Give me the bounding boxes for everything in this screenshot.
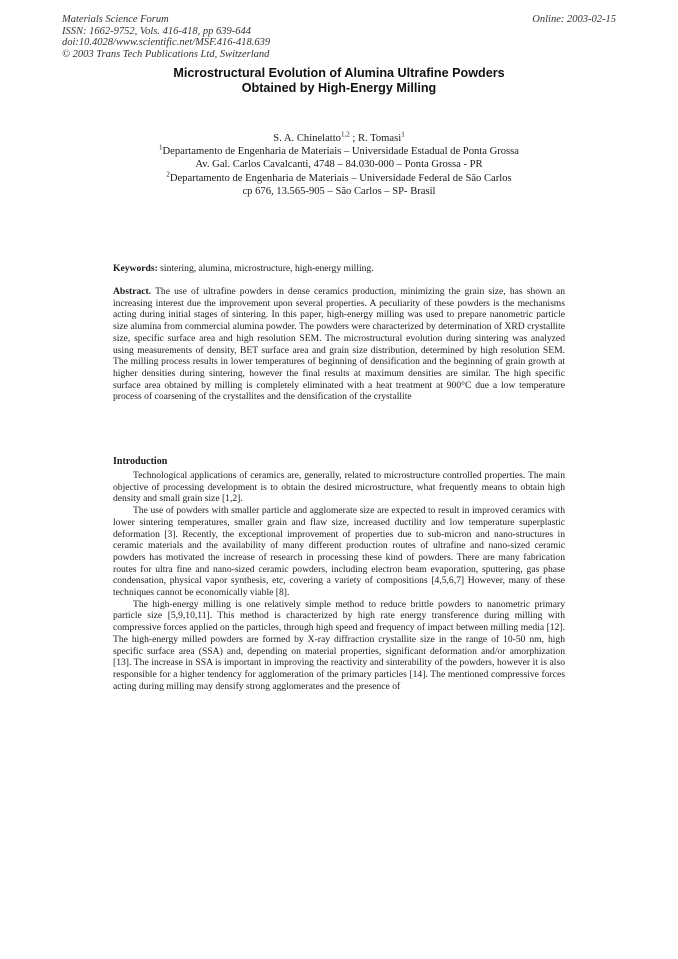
author-line <box>0 132 678 145</box>
online-date: Online: 2003-02-15 <box>532 14 616 25</box>
keywords <box>113 263 565 275</box>
abstract-label: Abstract. <box>113 286 152 297</box>
abstract <box>113 286 565 403</box>
journal-name: Materials Science Forum <box>62 14 169 25</box>
intro-paragraph-1: Technological applications of ceramics are, generally, related to microstructure controlled properties. The main objective of processing development is to obtain the desired microstructure, what frequently means to obtain high density and small grain size [1,2]. <box>113 470 565 505</box>
author-block <box>0 132 678 198</box>
affiliation-2-sup: 2 <box>166 170 170 179</box>
paper-title <box>0 66 678 96</box>
doi-line[interactable]: doi:10.4028/www.scientific.net/MSF.416-418.639 <box>62 37 271 49</box>
affiliation-1 <box>0 145 678 158</box>
affiliation-1-sup: 1 <box>158 143 163 152</box>
intro-paragraph-2: The use of powders with smaller particle and agglomerate size are expected to result in improved ceramics with lower sintering temperatures, smaller grain and flaw size, increased ductility and low temperature superplastic deformation [3]. Recently, the exceptional improvement of properties due to sub-micron and nano-structures in ceramic materials and the availability of many different production routes of ultrafine and nano-sized ceramic powders has motivated the increase of research in processing these kind of powders. There are many fabrication routes for ultra fine and nano-sized ceramic powders, including electron beam evaporation, sputtering, gas phase condensation, physical vapor synthesis, etc, covering a variety of compositions [4,5,6,7] However, many of these techniques cannot be economically viable [8]. <box>113 505 565 599</box>
author-2: R. Tomasi <box>357 133 402 144</box>
issn-line: ISSN: 1662-9752, Vols. 416-418, pp 639-644 <box>62 25 251 37</box>
affiliation-2-text: Departamento de Engenharia de Materiais – Universidade Federal de São Carlos <box>169 172 512 184</box>
keywords-label: Keywords: <box>113 263 158 274</box>
intro-paragraph-3: The high-energy milling is one relatively simple method to reduce brittle powders to nanometric primary particle size [5,9,10,11]. This method is characterized by high rate energy transference during milling with compressive forces applied on the particles, through high speed and frequency of impact between milling media [12]. The high-energy milled powders are formed by X-ray diffraction crystallite size in the range of 10-50 nm, high specific surface area (SSA) and, depending on material properties, significant deformation and/or amorphization [13]. The increase in SSA is important in improving the reactivity and sinterability of the powders, however it is also responsible for a higher tendency for agglomeration of the primary particles [14]. The mentioned compressive forces acting during milling may densify strong agglomerates and the presence of <box>113 598 565 692</box>
author-separator: ; <box>349 133 358 144</box>
affiliation-1-text: Departamento de Engenharia de Materiais – Universidade Estadual de Ponta Grossa <box>162 146 520 158</box>
affiliation-2-address: cp 676, 13.565-905 – São Carlos – SP- Brasil <box>242 185 436 197</box>
affiliation-1-address: Av. Gal. Carlos Cavalcanti, 4748 – 84.030-000 – Ponta Grossa - PR <box>195 159 483 171</box>
abstract-text: The use of ultrafine powders in dense ceramics production, minimizing the grain size, has shown an increasing interest due the improvement upon several properties. A peculiarity of these powders is the mechanisms acting during initial stages of sintering. In this paper, high-energy milling was used to prepare nanometric particle size alumina from commercial alumina powder. The powders were characterized by determination of XRD crystallite size, specific surface area and high resolution SEM. The microstructural evolution during sintering was analyzed using measurements of density, BET surface area and grain size distribution, determined by high resolution SEM. The milling process results in lower temperatures of beginning of densification and the beginning of grain growth at higher densities during sintering, however the final results at maximum densities are similar. The high specific surface area obtained by milling is completely eliminated with a heat treatment at 900°C due a low temperature process of coarsening of the crystallites and the densification of the crystallite <box>113 286 565 403</box>
title-line-2: Obtained by High-Energy Milling <box>241 81 437 95</box>
copyright-line: © 2003 Trans Tech Publications Ltd, Switzerland <box>62 48 270 60</box>
keywords-text: sintering, alumina, microstructure, high-energy milling. <box>157 263 374 274</box>
affiliation-2 <box>0 172 678 185</box>
author-2-sup: 1 <box>401 130 405 139</box>
introduction-body <box>113 470 565 692</box>
author-1: S. A. Chinelatto <box>273 133 341 144</box>
author-1-sup: 1,2 <box>340 130 350 139</box>
introduction-heading: Introduction <box>113 456 168 467</box>
title-line-1: Microstructural Evolution of Alumina Ultrafine Powders <box>173 66 505 80</box>
